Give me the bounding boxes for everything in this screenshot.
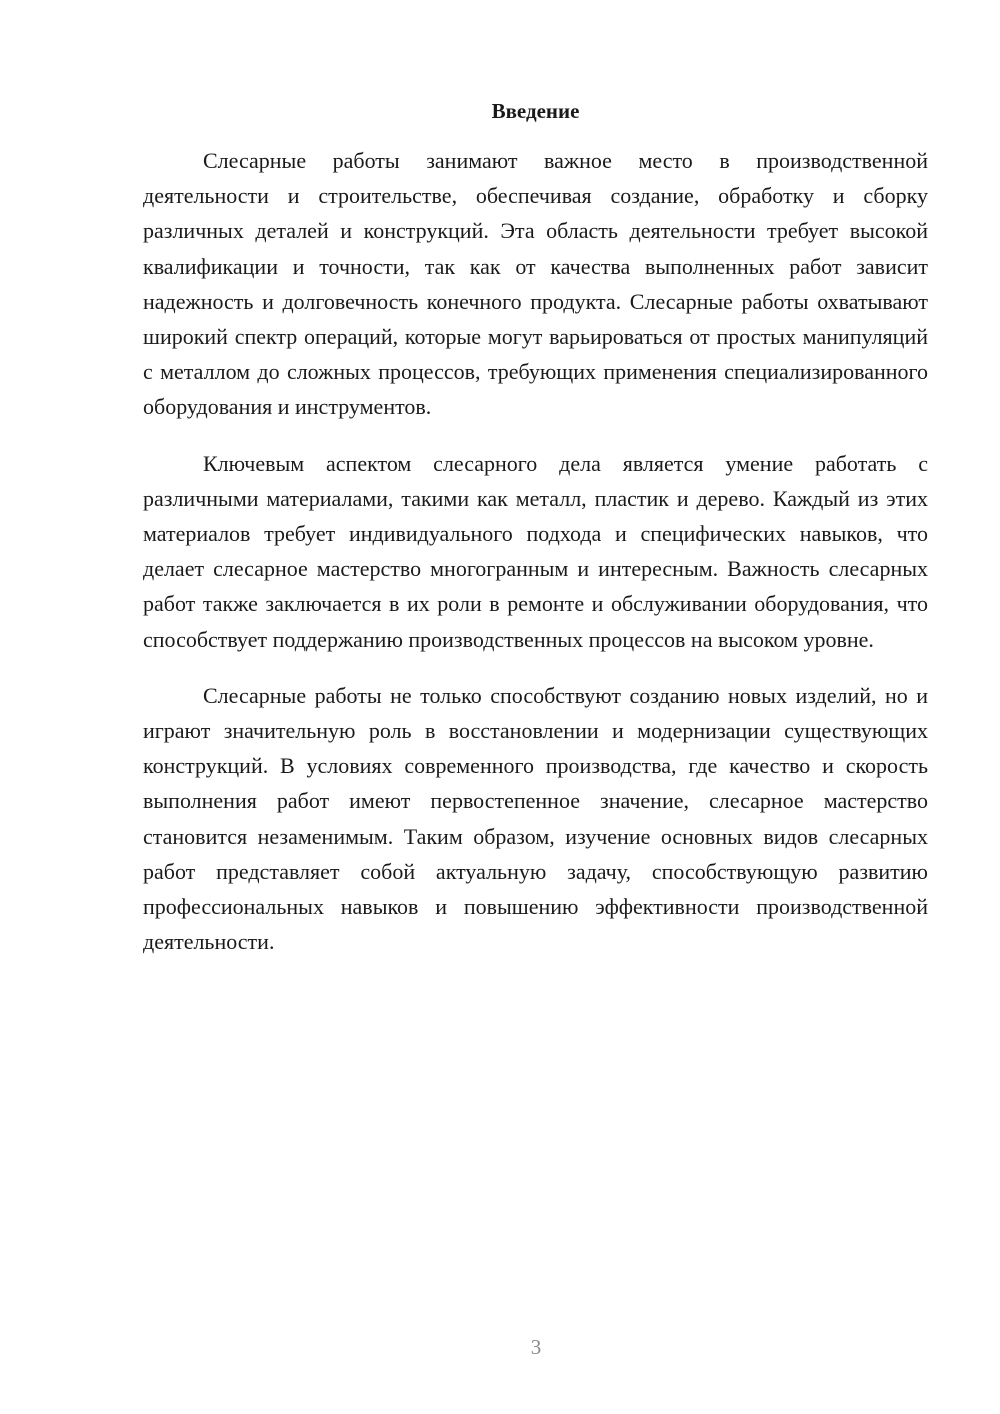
body-text xyxy=(143,143,928,980)
paragraph-1: Слесарные работы занимают важное место в производственной деятельности и строительстве, обеспечивая создание, обработку и сборку различных деталей и конструкций. Эта область деятельности требует высокой квалификации и точности, так как от качества выполненных работ зависит надежность и долговечность конечного продукта. Слесарные работы охватывают широкий спектр операций, которые могут варьироваться от простых манипуляций с металлом до сложных процессов, требующих применения специализированного оборудования и инструментов. xyxy=(143,148,928,420)
paragraph-3: Слесарные работы не только способствуют созданию новых изделий, но и играют значительную роль в восстановлении и модернизации существующих конструкций. В условиях современного производства, где качество и скорость выполнения работ имеют первостепенное значение, слесарное мастерство становится незаменимым. Таким образом, изучение основных видов слесарных работ представляет собой актуальную задачу, способствующую развитию профессиональных навыков и повышению эффективности производственной деятельности. xyxy=(143,682,928,955)
paragraph-2: Ключевым аспектом слесарного дела является умение работать с различными материалами, такими как металл, пластик и дерево. Каждый из этих материалов требует индивидуального подхода и специфических навыков, что делает слесарное мастерство многогранным и интересным. Важность слесарных работ также заключается в их роли в ремонте и обслуживании оборудования, что способствует поддержанию производственных процессов на высоком уровне. xyxy=(143,450,928,652)
page-number: 3 xyxy=(530,1335,542,1359)
section-title: Введение xyxy=(491,99,580,123)
